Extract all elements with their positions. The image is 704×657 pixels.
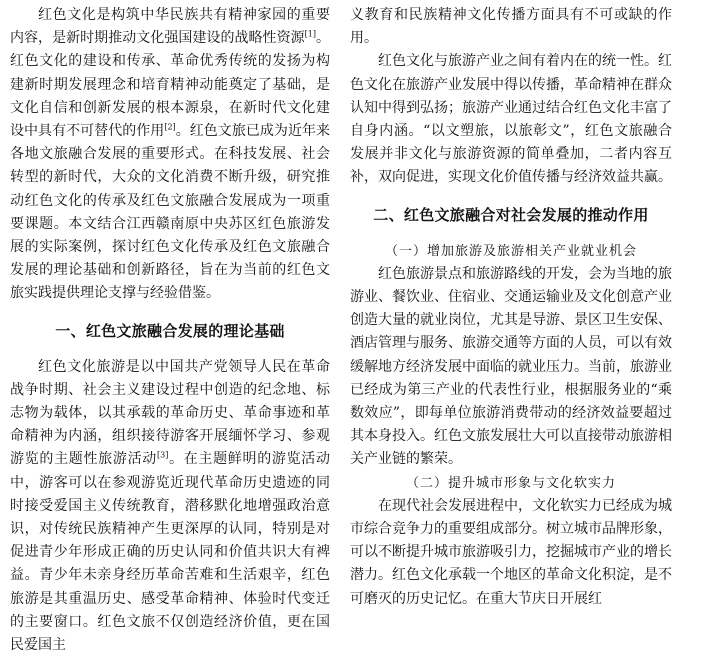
subsection-1-heading: （一）增加旅游及旅游相关产业就业机会 [384, 243, 637, 259]
intro-text-2: 。红色文化的建设和传承、革命优秀传统的发扬为构建新时期发展理念和培育精神动能奠定了基础，是文化自信和创新发展的根本源泉，在新时代文化建设中具有不可替代的作用 [10, 30, 330, 140]
intro-text-3: 。红色文旅已成为近年来各地文旅融合发展的重要形式。在科技发展、社会转型的新时代，大众的文化消费不断升级，研究推动红色文化的传承及红色文旅融合发展成为一项重要课题。本文结合江西赣南原中央苏区红色旅游发展的实际案例，探讨红色文化传承及红色文旅融合发展的理论基础和创新路径，旨在为当前的红色文旅实践提供理论支撑与经验借鉴。 [10, 123, 330, 302]
subsection-2-heading: （二）提升城市形象与文化软实力 [405, 475, 616, 491]
intro-paragraph [10, 4, 330, 306]
continuation-paragraph: 义教育和民族精神文化传播方面具有不可或缺的作用。 [350, 7, 672, 47]
section-1-text-2: 。在主题鲜明的游览活动中，游客可以在参观游览近现代革命历史遗迹的同时接受爱国主义传统教育，潜移默化地增强政治意识，对传统民族精神产生更深厚的认同，特别是对促进青少年形成正确的历史认同和价值共识大有裨益。青少年未亲身经历革命苦难和生活艰辛，红色旅游是其重温历史、感受革命精神、体验时代变迁的主要窗口。红色文旅不仅创造经济价值，更在国民爱国主 [10, 451, 331, 654]
citation-2[interactable]: [2] [164, 122, 176, 132]
citation-3[interactable]: [3] [156, 450, 169, 460]
section-1-text-1: 红色文化旅游是以中国共产党领导人民在革命战争时期、社会主义建设过程中创造的纪念地、标志物为载体，以其承载的革命历史、革命事迹和革命精神为内涵，组织接待游客开展缅怀学习、参观游览的主题性旅游活动 [10, 358, 330, 468]
section-1-paragraph [10, 356, 330, 657]
intro-text-1: 红色文化是构筑中华民族共有精神家园的重要内容，是新时期推动文化强国建设的战略性资源 [10, 7, 330, 47]
section-2-heading: 二、红色文旅融合对社会发展的推动作用 [373, 205, 649, 224]
subsection-1-paragraph: 红色旅游景点和旅游路线的开发，会为当地的旅游业、餐饮业、住宿业、交通运输业及文化创意产业创造大量的就业岗位，尤其是导游、景区卫生安保、酒店管理与服务、旅游交通等方面的人员，可以有效缓解地方经济发展中面临的就业压力。当前，旅游业已经成为第三产业的代表性行业，根据服务业的“乘数效应”，即每单位旅游消费带动的经济效益要超过其本身投入。红色文旅发展壮大可以直接带动旅游相关产业链的繁荣。 [350, 265, 672, 468]
right-column [350, 4, 672, 611]
citation-1[interactable]: [1] [304, 29, 316, 39]
subsection-2-paragraph: 在现代社会发展进程中，文化软实力已经成为城市综合竞争力的重要组成部分。树立城市品牌形象，可以不断提升城市旅游吸引力，挖掘城市产业的增长潜力。红色文化承载一个地区的革命文化积淀，是不可磨灭的历史记忆。在重大节庆日开展红 [350, 497, 672, 607]
left-column [10, 4, 330, 657]
unity-paragraph: 红色文化与旅游产业之间有着内在的统一性。红色文化在旅游产业发展中得以传播，革命精神在群众认知中得到弘扬；旅游产业通过结合红色文化丰富了自身内涵。“以文塑旅，以旅彰文”，红色文旅融合发展并非文化与旅游资源的简单叠加，二者内容互补，双向促进，实现文化价值传播与经济效益共赢。 [350, 53, 672, 186]
section-1-heading: 一、红色文旅融合发展的理论基础 [55, 321, 285, 340]
